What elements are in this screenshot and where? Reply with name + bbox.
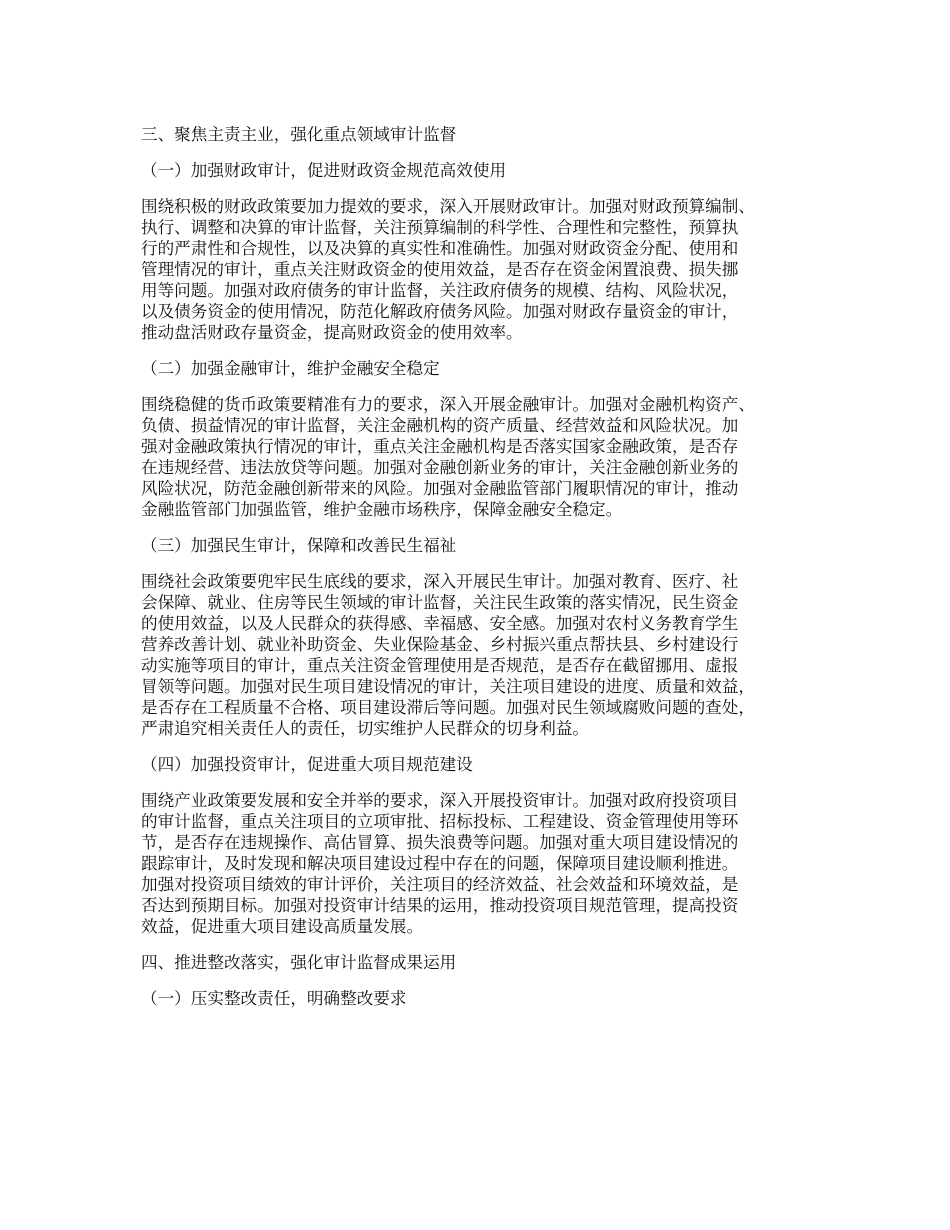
- text-line: 负债、损益情况的审计监督，关注金融机构的资产质量、经营效益和风险状况。加: [141, 416, 739, 435]
- text-line: 执行、调整和决算的审计监督，关注预算编制的科学性、合理性和完整性，预算执: [141, 218, 739, 237]
- subsection-heading-3-3: （三）加强民生审计，保障和改善民生福祉: [141, 536, 457, 555]
- paragraph-investment-audit: [141, 790, 831, 937]
- paragraph-fiscal-audit: [141, 196, 831, 343]
- text-line: 的审计监督，重点关注项目的立项审批、招标投标、工程建设、资金管理使用等环: [141, 812, 739, 831]
- text-line: 金融监管部门加强监管，维护金融市场秩序，保障金融安全稳定。: [141, 500, 623, 519]
- text-line: 跟踪审计，及时发现和解决项目建设过程中存在的问题，保障项目建设顺利推进。: [141, 854, 739, 873]
- section-heading-3: 三、聚焦主责主业，强化重点领域审计监督: [141, 125, 457, 144]
- text-line: 节，是否存在违规操作、高估冒算、损失浪费等问题。加强对重大项目建设情况的: [141, 833, 739, 852]
- document-page: [141, 124, 831, 1024]
- subsection-heading-3-4: （四）加强投资审计，促进重大项目规范建设: [141, 755, 473, 774]
- text-line: 以及债务资金的使用情况，防范化解政府债务风险。加强对财政存量资金的审计，: [141, 302, 739, 321]
- text-line: 风险状况，防范金融创新带来的风险。加强对金融监管部门履职情况的审计，推动: [141, 479, 739, 498]
- text-line: 围绕稳健的货币政策要精准有力的要求，深入开展金融审计。加强对金融机构资产、: [141, 395, 755, 414]
- subsection-heading-3-1: （一）加强财政审计，促进财政资金规范高效使用: [141, 161, 507, 180]
- text-line: 推动盘活财政存量资金，提高财政资金的使用效率。: [141, 323, 523, 342]
- paragraph-livelihood-audit: [141, 571, 831, 739]
- text-line: 营养改善计划、就业补助资金、失业保险基金、乡村振兴重点帮扶县、乡村建设行: [141, 635, 739, 654]
- text-line: 围绕社会政策要兜牢民生底线的要求，深入开展民生审计。加强对教育、医疗、社: [141, 572, 739, 591]
- text-line: 动实施等项目的审计，重点关注资金管理使用是否规范，是否存在截留挪用、虚报: [141, 656, 739, 675]
- text-line: 在违规经营、违法放贷等问题。加强对金融创新业务的审计，关注金融创新业务的: [141, 458, 739, 477]
- text-line: 围绕产业政策要发展和安全并举的要求，深入开展投资审计。加强对政府投资项目: [141, 791, 739, 810]
- text-line: 用等问题。加强对政府债务的审计监督，关注政府债务的规模、结构、风险状况，: [141, 281, 739, 300]
- text-line: 否达到预期目标。加强对投资审计结果的运用，推动投资项目规范管理，提高投资: [141, 896, 739, 915]
- text-line: 强对金融政策执行情况的审计，重点关注金融机构是否落实国家金融政策，是否存: [141, 437, 739, 456]
- section-heading-4: 四、推进整改落实，强化审计监督成果运用: [141, 953, 457, 972]
- text-line: 严肃追究相关责任人的责任，切实维护人民群众的切身利益。: [141, 719, 590, 738]
- text-line: 管理情况的审计，重点关注财政资金的使用效益，是否存在资金闲置浪费、损失挪: [141, 260, 739, 279]
- text-line: 行的严肃性和合规性，以及决算的真实性和准确性。加强对财政资金分配、使用和: [141, 239, 739, 258]
- text-line: 是否存在工程质量不合格、项目建设滞后等问题。加强对民生领域腐败问题的查处，: [141, 698, 755, 717]
- paragraph-financial-audit: [141, 394, 831, 520]
- text-line: 围绕积极的财政政策要加力提效的要求，深入开展财政审计。加强对财政预算编制、: [141, 197, 755, 216]
- text-line: 会保障、就业、住房等民生领域的审计监督，关注民生政策的落实情况，民生资金: [141, 593, 739, 612]
- subsection-heading-3-2: （二）加强金融审计，维护金融安全稳定: [141, 359, 440, 378]
- text-line: 冒领等问题。加强对民生项目建设情况的审计，关注项目建设的进度、质量和效益，: [141, 677, 755, 696]
- text-line: 效益，促进重大项目建设高质量发展。: [141, 917, 424, 936]
- text-line: 加强对投资项目绩效的审计评价，关注项目的经济效益、社会效益和环境效益，是: [141, 875, 739, 894]
- subsection-heading-4-1: （一）压实整改责任，明确整改要求: [141, 989, 407, 1008]
- text-line: 的使用效益，以及人民群众的获得感、幸福感、安全感。加强对农村义务教育学生: [141, 614, 739, 633]
